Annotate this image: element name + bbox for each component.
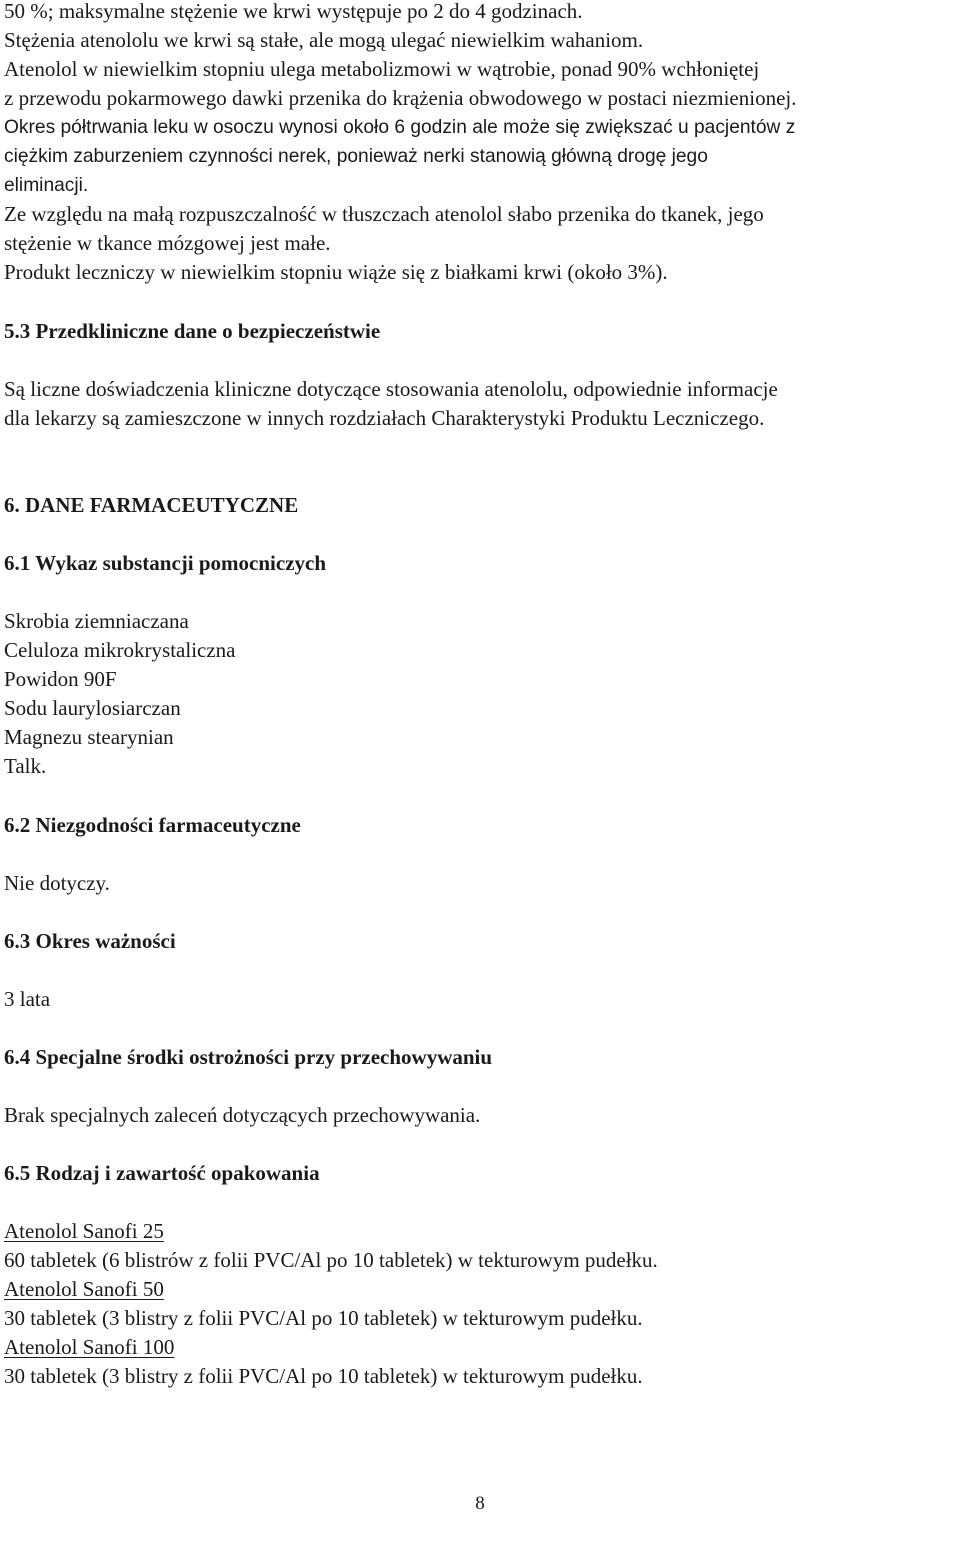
list-item: Celuloza mikrokrystaliczna [4,638,236,662]
text-line: Okres półtrwania leku w osoczu wynosi około 6 godzin ale może się zwiększać u pacjentów z [4,117,796,138]
pack-name: Atenolol Sanofi 100 [4,1335,175,1359]
text-line: Ze względu na małą rozpuszczalność w tłuszczach atenolol słabo przenika do tkanek, jego [4,202,764,226]
text-line: Stężenia atenololu we krwi są stałe, ale mogą ulegać niewielkim wahaniom. [4,28,644,52]
text-line: ciężkim zaburzeniem czynności nerek, ponieważ nerki stanowią główną drogę jego [4,146,708,167]
list-item: Sodu laurylosiarczan [4,696,181,720]
section-heading-6-2: 6.2 Niezgodności farmaceutyczne [4,813,301,837]
list-item: Talk. [4,754,47,778]
section-heading-6-1: 6.1 Wykaz substancji pomocniczych [4,551,327,575]
pack-description: 30 tabletek (3 blistry z folii PVC/Al po 10 tabletek) w tekturowym pudełku. [4,1364,643,1388]
distribution-paragraph [4,200,764,287]
text-line: dla lekarzy są zamieszczone w innych rozdziałach Charakterystyki Produktu Leczniczego. [4,406,765,430]
pack-name: Atenolol Sanofi 25 [4,1219,164,1243]
section-heading-6-5: 6.5 Rodzaj i zawartość opakowania [4,1161,320,1185]
list-item: Magnezu stearynian [4,725,174,749]
section-heading-6: 6. DANE FARMACEUTYCZNE [4,493,299,517]
list-item: Skrobia ziemniaczana [4,609,189,633]
pack-description: 30 tabletek (3 blistry z folii PVC/Al po 10 tabletek) w tekturowym pudełku. [4,1306,643,1330]
section-heading-5-3: 5.3 Przedkliniczne dane o bezpieczeństwie [4,319,381,343]
excipients-list [4,607,236,781]
preclinical-paragraph [4,375,778,433]
section-heading-6-4: 6.4 Specjalne środki ostrożności przy przechowywaniu [4,1045,493,1069]
pharmacokinetics-paragraph [4,0,796,113]
text-line: Atenolol w niewielkim stopniu ulega metabolizmowi w wątrobie, ponad 90% wchłoniętej [4,57,760,81]
text-line: Są liczne doświadczenia kliniczne dotyczące stosowania atenololu, odpowiednie informacje [4,377,778,401]
pack-description: 60 tabletek (6 blistrów z folii PVC/Al po 10 tabletek) w tekturowym pudełku. [4,1248,658,1272]
text-line: z przewodu pokarmowego dawki przenika do krążenia obwodowego w postaci niezmienionej. [4,86,797,110]
text-line: eliminacji. [4,175,89,196]
packaging-list [4,1217,658,1391]
text-line: 50 %; maksymalne stężenie we krwi występuje po 2 do 4 godzinach. [4,0,583,23]
half-life-paragraph [4,113,795,200]
text-line: stężenie w tkance mózgowej jest małe. [4,231,331,255]
storage-text: Brak specjalnych zaleceń dotyczących przechowywania. [4,1103,481,1127]
text-line: Produkt leczniczy w niewielkim stopniu wiąże się z białkami krwi (około 3%). [4,260,668,284]
page-number: 8 [475,1493,485,1514]
incompatibilities-text: Nie dotyczy. [4,871,110,895]
pack-name: Atenolol Sanofi 50 [4,1277,164,1301]
shelf-life-text: 3 lata [4,987,51,1011]
list-item: Powidon 90F [4,667,117,691]
section-heading-6-3: 6.3 Okres ważności [4,929,176,953]
